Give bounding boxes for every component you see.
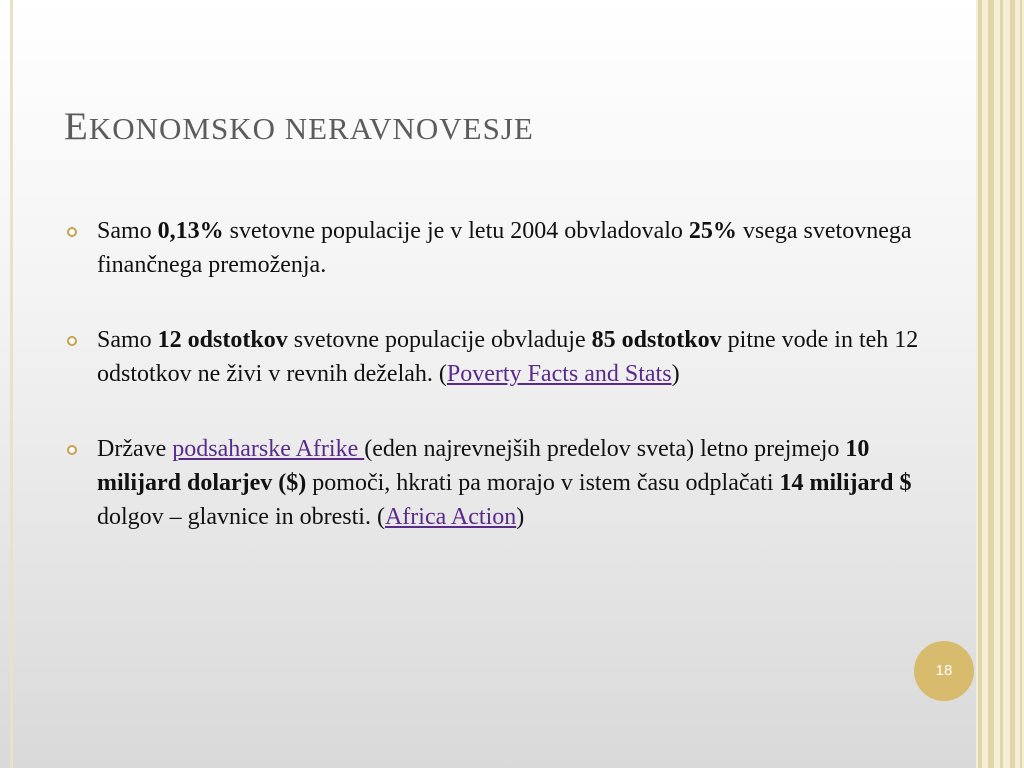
title-rest: KONOMSKO NERAVNOVESJE — [88, 111, 534, 146]
poverty-facts-link[interactable]: Poverty Facts and Stats — [446, 361, 672, 387]
slide-title — [64, 104, 534, 149]
bullet-item — [66, 432, 946, 534]
bullet-item — [66, 323, 946, 391]
frame-stripe — [1020, 0, 1022, 768]
africa-action-link[interactable]: Africa Action — [384, 504, 517, 530]
bullet-text: dolgov – glavnice in obresti. ( — [97, 504, 385, 530]
bold-figure: 85 odstotkov — [591, 327, 722, 353]
title-initial: E — [64, 105, 89, 148]
bold-figure: 12 odstotkov — [157, 327, 288, 353]
bullet-list — [66, 214, 946, 575]
frame-stripe — [1010, 0, 1015, 768]
frame-stripe — [978, 0, 982, 768]
bold-figure: 25% — [688, 218, 737, 244]
frame-stripe — [1000, 0, 1003, 768]
subsaharan-africa-link[interactable]: podsaharske Afrike — [172, 436, 365, 462]
bullet-item — [66, 214, 946, 282]
right-decorative-frame — [976, 0, 1024, 768]
bullet-text: pitne vode in teh 12 odstotkov ne živi v revnih deželah. ( — [97, 327, 919, 387]
page-number-badge: 18 — [914, 641, 974, 701]
bullet-text: (eden najrevnejših predelov sveta) letno prejmejo — [364, 436, 846, 462]
bold-figure: 10 milijard dolarjev ($) — [97, 436, 870, 496]
bullet-text: Samo — [97, 218, 158, 244]
bullet-text: svetovne populacije je v letu 2004 obvladovalo — [223, 218, 689, 244]
bold-figure: 0,13% — [157, 218, 224, 244]
left-decorative-rule — [10, 0, 13, 768]
bullet-text: Države — [97, 436, 173, 462]
frame-stripe — [988, 0, 994, 768]
bullet-text: pomoči, hkrati pa morajo v istem času odplačati — [306, 470, 780, 496]
bold-figure: 14 milijard $ — [779, 470, 912, 496]
bullet-text: ) — [516, 504, 525, 530]
bullet-ring-icon — [67, 336, 77, 346]
bullet-text: svetovne populacije obvladuje — [287, 327, 592, 353]
bullet-text: ) — [671, 361, 680, 387]
bullet-text: vsega svetovnega finančnega premoženja. — [97, 218, 912, 278]
bullet-text: Samo — [97, 327, 158, 353]
bullet-ring-icon — [67, 445, 77, 455]
bullet-ring-icon — [67, 227, 77, 237]
